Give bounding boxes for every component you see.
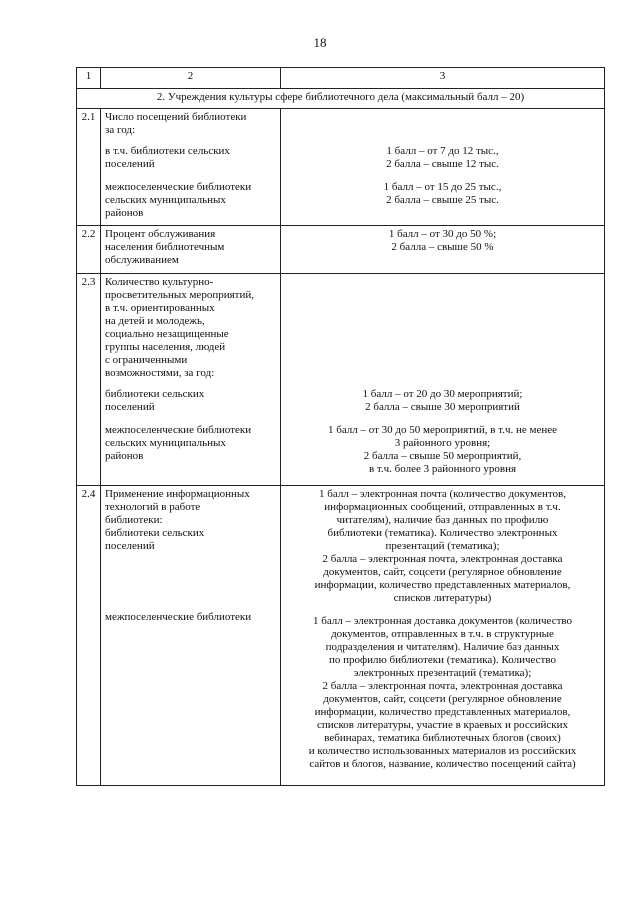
row-number: 2.2 — [77, 226, 101, 274]
criteria-text: 1 балл – от 30 до 50 %; 2 балла – свыше 50 % — [388, 228, 497, 253]
row-criteria — [281, 274, 605, 486]
criteria-text: 1 балл – от 7 до 12 тыс., 2 балла – свыше 12 тыс. — [386, 145, 499, 170]
criteria-text: 1 балл – от 30 до 50 мероприятий, в т.ч. не менее 3 районного уровня; 2 балла – свыше 50 мероприятий, в т.ч. более 3 районного уровня — [327, 424, 558, 475]
table-header-row — [77, 68, 605, 89]
criteria-text: 1 балл – от 15 до 25 тыс., 2 балла – свыше 25 тыс. — [383, 181, 502, 206]
row-criteria — [281, 486, 605, 786]
row-description — [101, 486, 281, 786]
row-number: 2.3 — [77, 274, 101, 486]
row-item-label: межпоселенческие библиотеки сельских муниципальных районов — [105, 181, 252, 219]
table-row — [77, 109, 605, 226]
row-title: Применение информационных технологий в работе библиотеки: библиотеки сельских поселений — [105, 488, 250, 552]
header-col-3: 3 — [281, 68, 605, 89]
row-title: Количество культурно- просветительных мероприятий, в т.ч. ориентированных на детей и молодежь, социально незащищенные группы населения, людей с ограниченными возможностями, за год: — [105, 276, 254, 379]
row-item-label: в т.ч. библиотеки сельских поселений — [105, 145, 230, 170]
page-number: 18 — [313, 35, 327, 50]
row-number: 2.1 — [77, 109, 101, 226]
criteria-text: 1 балл – от 20 до 30 мероприятий; 2 балла – свыше 30 мероприятий — [362, 388, 523, 413]
row-description: Процент обслуживания населения библиотечным обслуживанием — [101, 226, 281, 274]
criteria-text: 1 балл – электронная доставка документов (количество документов, отправленных в т.ч. в структурные подразделения и читателям). Наличие баз данных по профилю библиотеки (тематика). Количество электронных презентаций (тематика); 2 балла – электронная почта, электронная доставка документов, сайт, соцсети (регулярное обновление информации, количество представленных материалов, списков литературы, участие в краевых и российских вебинарах, тематика библиотечных блогов (своих) и количество использованных материалов из российских сайтов и блогов, название, количество посещений сайта) — [308, 615, 577, 770]
table-row — [77, 226, 605, 274]
section-row — [77, 89, 605, 109]
row-description — [101, 274, 281, 486]
header-col-2: 2 — [101, 68, 281, 89]
table-row — [77, 274, 605, 486]
row-item-label: межпоселенческие библиотеки — [105, 611, 252, 623]
row-item-label: библиотеки сельских поселений — [105, 388, 205, 413]
row-description — [101, 109, 281, 226]
row-number: 2.4 — [77, 486, 101, 786]
row-item-label: межпоселенческие библиотеки сельских муниципальных районов — [105, 424, 252, 462]
row-criteria — [281, 109, 605, 226]
criteria-text: 1 балл – электронная почта (количество документов, информационных сообщений, отправленных в т.ч. читателям), наличие баз данных по профилю библиотеки (тематика). Количество электронных презентаций (тематика); 2 балла – электронная почта, электронная доставка документов, сайт, соцсети (регулярное обновление информации, количество представленных материалов, списков литературы) — [314, 488, 571, 604]
row-title: Число посещений библиотеки за год: — [105, 111, 247, 136]
section-title: 2. Учреждения культуры сфере библиотечного дела (максимальный балл – 20) — [77, 89, 605, 109]
criteria-table — [76, 67, 605, 786]
row-criteria — [281, 226, 605, 274]
header-col-1: 1 — [77, 68, 101, 89]
table-row — [77, 486, 605, 786]
